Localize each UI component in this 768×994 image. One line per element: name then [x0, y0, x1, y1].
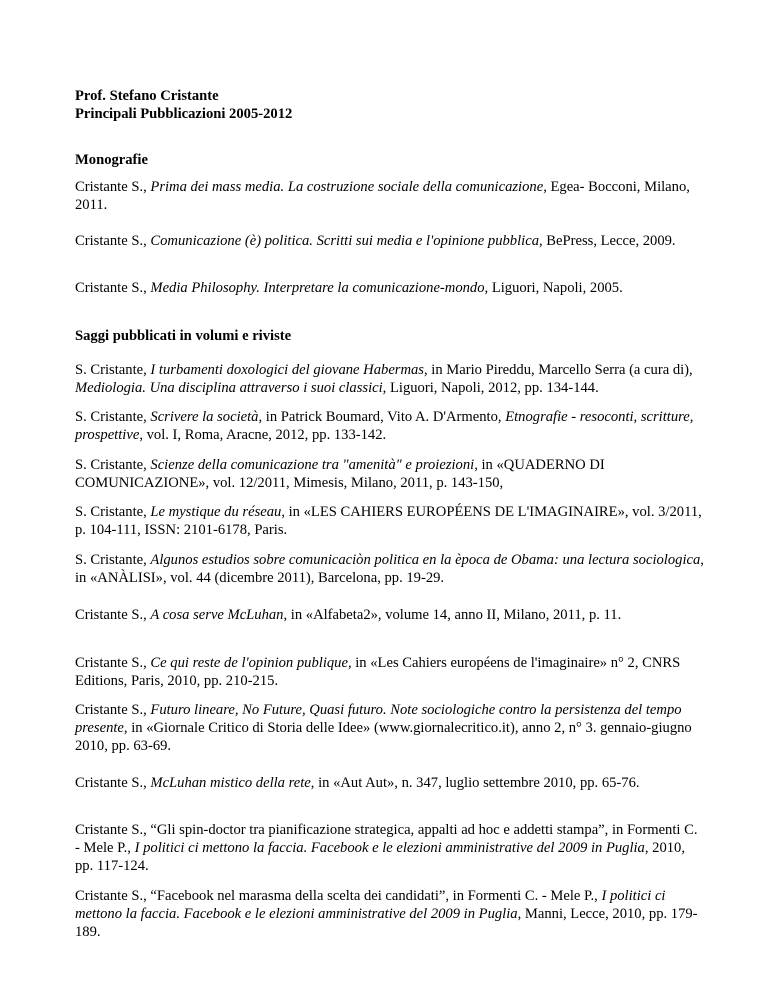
publication-entry: S. Cristante, Algunos estudios sobre comunicaciòn politica en la època de Obama: una lectura sociologica, in «ANÀLISI», vol. 44 (dicembre 2011), Barcelona, pp. 19-29. [75, 552, 704, 586]
publication-entry: Cristante S., Futuro lineare, No Future, Quasi futuro. Note sociologiche contro la persistenza del tempo presente, in «Giornale Critico di Storia delle Idee» (www.giornalecritico.it), anno 2, n° 3. gennaio-giugno 2010, pp. 63-69. [75, 702, 692, 754]
publication-entry: Cristante S., Comunicazione (è) politica. Scritti sui media e l'opinione pubblica, BePress, Lecce, 2009. [75, 233, 676, 249]
publication-entry: S. Cristante, I turbamenti doxologici del giovane Habermas, in Mario Pireddu, Marcello Serra (a cura di), Mediologia. Una disciplina attraverso i suoi classici, Liguori, Napoli, 2012, pp. 134-144. [75, 362, 693, 396]
publication-entry: Cristante S., Media Philosophy. Interpretare la comunicazione-mondo, Liguori, Napoli, 2005. [75, 280, 623, 296]
publication-entry: S. Cristante, Le mystique du réseau, in «LES CAHIERS EUROPÉENS DE L'IMAGINAIRE», vol. 3/2011, p. 104-111, ISSN: 2101-6178, Paris. [75, 504, 702, 538]
section-heading-saggi: Saggi pubblicati in volumi e riviste [75, 328, 292, 344]
publication-entry: S. Cristante, Scrivere la società, in Patrick Boumard, Vito A. D'Armento, Etnografie - resoconti, scritture, prospettive, vol. I, Roma, Aracne, 2012, pp. 133-142. [75, 409, 694, 443]
publication-entry: Cristante S., Ce qui reste de l'opinion publique, in «Les Cahiers européens de l'imaginaire» n° 2, CNRS Editions, Paris, 2010, pp. 210-215. [75, 655, 681, 689]
publication-entry: Cristante S., “Gli spin-doctor tra pianificazione strategica, appalti ad hoc e addetti stampa”, in Formenti C. - Mele P., I politici ci mettono la faccia. Facebook e le elezioni amministrative del 2009 in Puglia, 2010, pp. 117-124. [75, 822, 698, 874]
document-header [75, 87, 705, 123]
document-title: Principali Pubblicazioni 2005-2012 [75, 106, 293, 122]
publication-entry: Cristante S., Prima dei mass media. La costruzione sociale della comunicazione, Egea- Bocconi, Milano, 2011. [75, 179, 690, 213]
publication-entry: Cristante S., A cosa serve McLuhan, in «Alfabeta2», volume 14, anno II, Milano, 2011, p. 11. [75, 607, 622, 623]
author-name: Prof. Stefano Cristante [75, 88, 219, 104]
section-heading-monografie: Monografie [75, 152, 148, 168]
publication-entry: Cristante S., McLuhan mistico della rete, in «Aut Aut», n. 347, luglio settembre 2010, pp. 65-76. [75, 775, 640, 791]
publication-entry: Cristante S., “Facebook nel marasma della scelta dei candidati”, in Formenti C. - Mele P., I politici ci mettono la faccia. Facebook e le elezioni amministrative del 2009 in Puglia, Manni, Lecce, 2010, pp. 179-189. [75, 888, 698, 940]
publication-entry: S. Cristante, Scienze della comunicazione tra "amenità" e proiezioni, in «QUADERNO DI COMUNICAZIONE», vol. 12/2011, Mimesis, Milano, 2011, p. 143-150, [75, 457, 605, 491]
